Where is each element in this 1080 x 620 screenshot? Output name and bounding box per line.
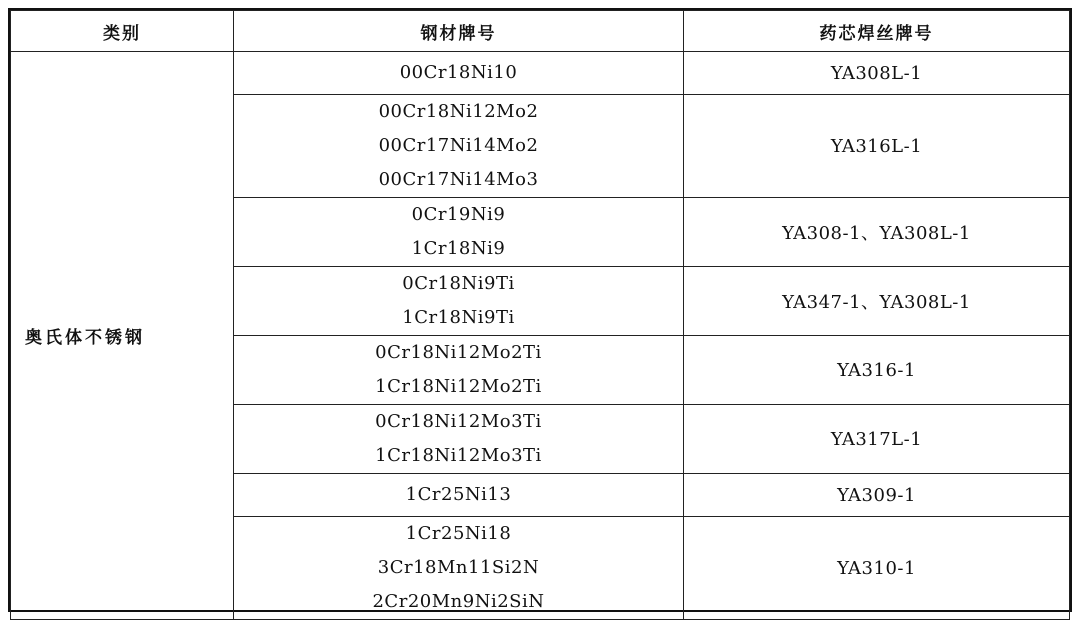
steel-grade: 00Cr17Ni14Mo2 (378, 135, 539, 156)
welding-wire-table (8, 8, 1072, 612)
wire-cell: YA316-1 (684, 336, 1070, 405)
steel-cell (234, 405, 684, 474)
steel-grade: 1Cr25Ni13 (405, 484, 512, 505)
steel-cell (234, 517, 684, 620)
steel-grade: 0Cr18Ni9Ti (402, 273, 515, 294)
steel-cell (234, 52, 684, 95)
steel-grade: 0Cr18Ni12Mo3Ti (375, 411, 542, 432)
header-category: 类别 (11, 11, 234, 52)
steel-grade: 1Cr25Ni18 (405, 523, 512, 544)
header-steel-grade: 钢材牌号 (234, 11, 684, 52)
wire-cell: YA310-1 (684, 517, 1070, 620)
steel-wire-table (10, 10, 1070, 620)
steel-grade: 1Cr18Ni9Ti (402, 307, 515, 328)
table-row (11, 52, 1070, 95)
steel-grade: 1Cr18Ni12Mo2Ti (375, 376, 542, 397)
category-cell: 奥氏体不锈钢 (11, 52, 234, 620)
header-wire-grade: 药芯焊丝牌号 (684, 11, 1070, 52)
wire-cell: YA347-1、YA308L-1 (684, 267, 1070, 336)
steel-grade: 2Cr20Mn9Ni2SiN (372, 591, 545, 612)
steel-grade: 3Cr18Mn11Si2N (377, 557, 540, 578)
steel-cell (234, 198, 684, 267)
wire-cell: YA317L-1 (684, 405, 1070, 474)
steel-grade: 1Cr18Ni9 (411, 238, 506, 259)
steel-grade: 1Cr18Ni12Mo3Ti (375, 445, 542, 466)
steel-grade: 00Cr18Ni12Mo2 (378, 101, 539, 122)
wire-cell: YA316L-1 (684, 95, 1070, 198)
wire-cell: YA308-1、YA308L-1 (684, 198, 1070, 267)
header-row (11, 11, 1070, 52)
steel-grade: 0Cr19Ni9 (411, 204, 506, 225)
steel-grade: 00Cr18Ni10 (399, 62, 518, 83)
steel-cell (234, 336, 684, 405)
wire-cell: YA308L-1 (684, 52, 1070, 95)
steel-cell (234, 267, 684, 336)
wire-cell: YA309-1 (684, 474, 1070, 517)
steel-grade: 00Cr17Ni14Mo3 (378, 169, 539, 190)
steel-cell (234, 474, 684, 517)
steel-grade: 0Cr18Ni12Mo2Ti (375, 342, 542, 363)
steel-cell (234, 95, 684, 198)
